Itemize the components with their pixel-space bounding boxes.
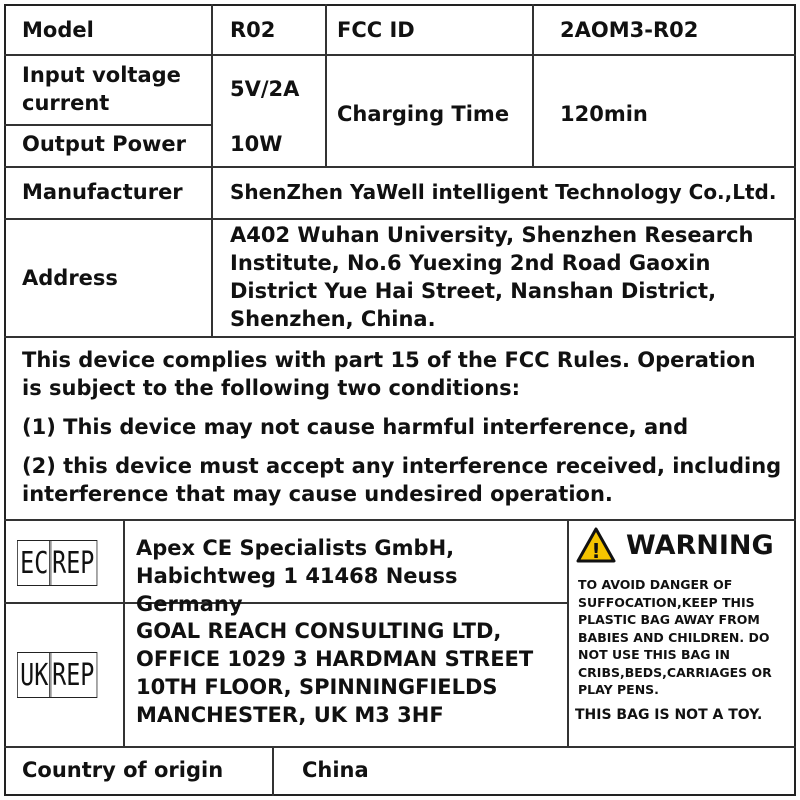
model-value: R02 [230, 18, 276, 42]
country-of-origin-label: Country of origin [22, 758, 224, 782]
ec-rep-address: Apex CE Specialists GmbH, Habichtweg 1 41468 Neuss Germany [136, 536, 458, 616]
output-power-label: Output Power [22, 132, 186, 156]
uk-mark-left: UK [17, 652, 51, 698]
fcc-condition-1: (1) This device may not cause harmful interference, and [22, 415, 689, 439]
address-value: A402 Wuhan University, Shenzhen Research Institute, No.6 Yuexing 2nd Road Gaoxin District Yue Hai Street, Nanshan District, Shenzhen, China. [230, 223, 754, 331]
warning-title: WARNING [626, 530, 774, 561]
fcc-statement: This device complies with part 15 of the FCC Rules. Operation is subject to the following two conditions: [22, 348, 756, 400]
input-label: Input voltage current [22, 63, 181, 115]
fcc-id-value: 2AOM3-R02 [560, 18, 699, 42]
column-divider [272, 746, 274, 796]
row-divider [4, 746, 796, 748]
column-divider [567, 519, 569, 746]
address-label: Address [22, 266, 118, 290]
ec-mark-left: EC [17, 540, 51, 586]
fcc-condition-2: (2) this device must accept any interference received, including interference that may cause undesired operation. [22, 454, 782, 506]
manufacturer-value: ShenZhen YaWell intelligent Technology Co.,Ltd. [230, 180, 777, 204]
model-label: Model [22, 18, 94, 42]
manufacturer-label: Manufacturer [22, 180, 183, 204]
column-divider [211, 4, 213, 336]
warning-text: TO AVOID DANGER OF SUFFOCATION,KEEP THIS PLASTIC BAG AWAY FROM BABIES AND CHILDREN. DO NOT USE THIS BAG IN CRIBS,BEDS,CARRIAGES OR PLAY PENS. [578, 577, 772, 697]
row-divider [4, 218, 796, 220]
ec-mark-right: REP [49, 540, 98, 586]
uk-mark-right: REP [49, 652, 98, 698]
row-divider [4, 54, 796, 56]
warning-note: THIS BAG IS NOT A TOY. [575, 707, 763, 723]
output-power-value: 10W [230, 132, 283, 156]
charging-time-value: 120min [560, 102, 648, 126]
fcc-id-label: FCC ID [337, 18, 415, 42]
country-of-origin-value: China [302, 758, 369, 782]
charging-time-label: Charging Time [337, 102, 510, 126]
row-divider [4, 336, 796, 338]
uk-rep-mark [17, 652, 111, 698]
warning-triangle-icon [575, 526, 617, 564]
uk-rep-address: GOAL REACH CONSULTING LTD, OFFICE 1029 3 HARDMAN STREET 10TH FLOOR, SPINNINGFIELDS MANCHESTER, UK M3 3HF [136, 619, 534, 727]
input-value: 5V/2A [230, 77, 300, 101]
column-divider [325, 4, 327, 166]
ec-rep-mark [17, 540, 111, 586]
column-divider [123, 519, 125, 746]
row-divider [4, 166, 796, 168]
warning-exclamation: ! [591, 539, 601, 563]
column-divider [532, 4, 534, 166]
row-divider [4, 124, 212, 126]
